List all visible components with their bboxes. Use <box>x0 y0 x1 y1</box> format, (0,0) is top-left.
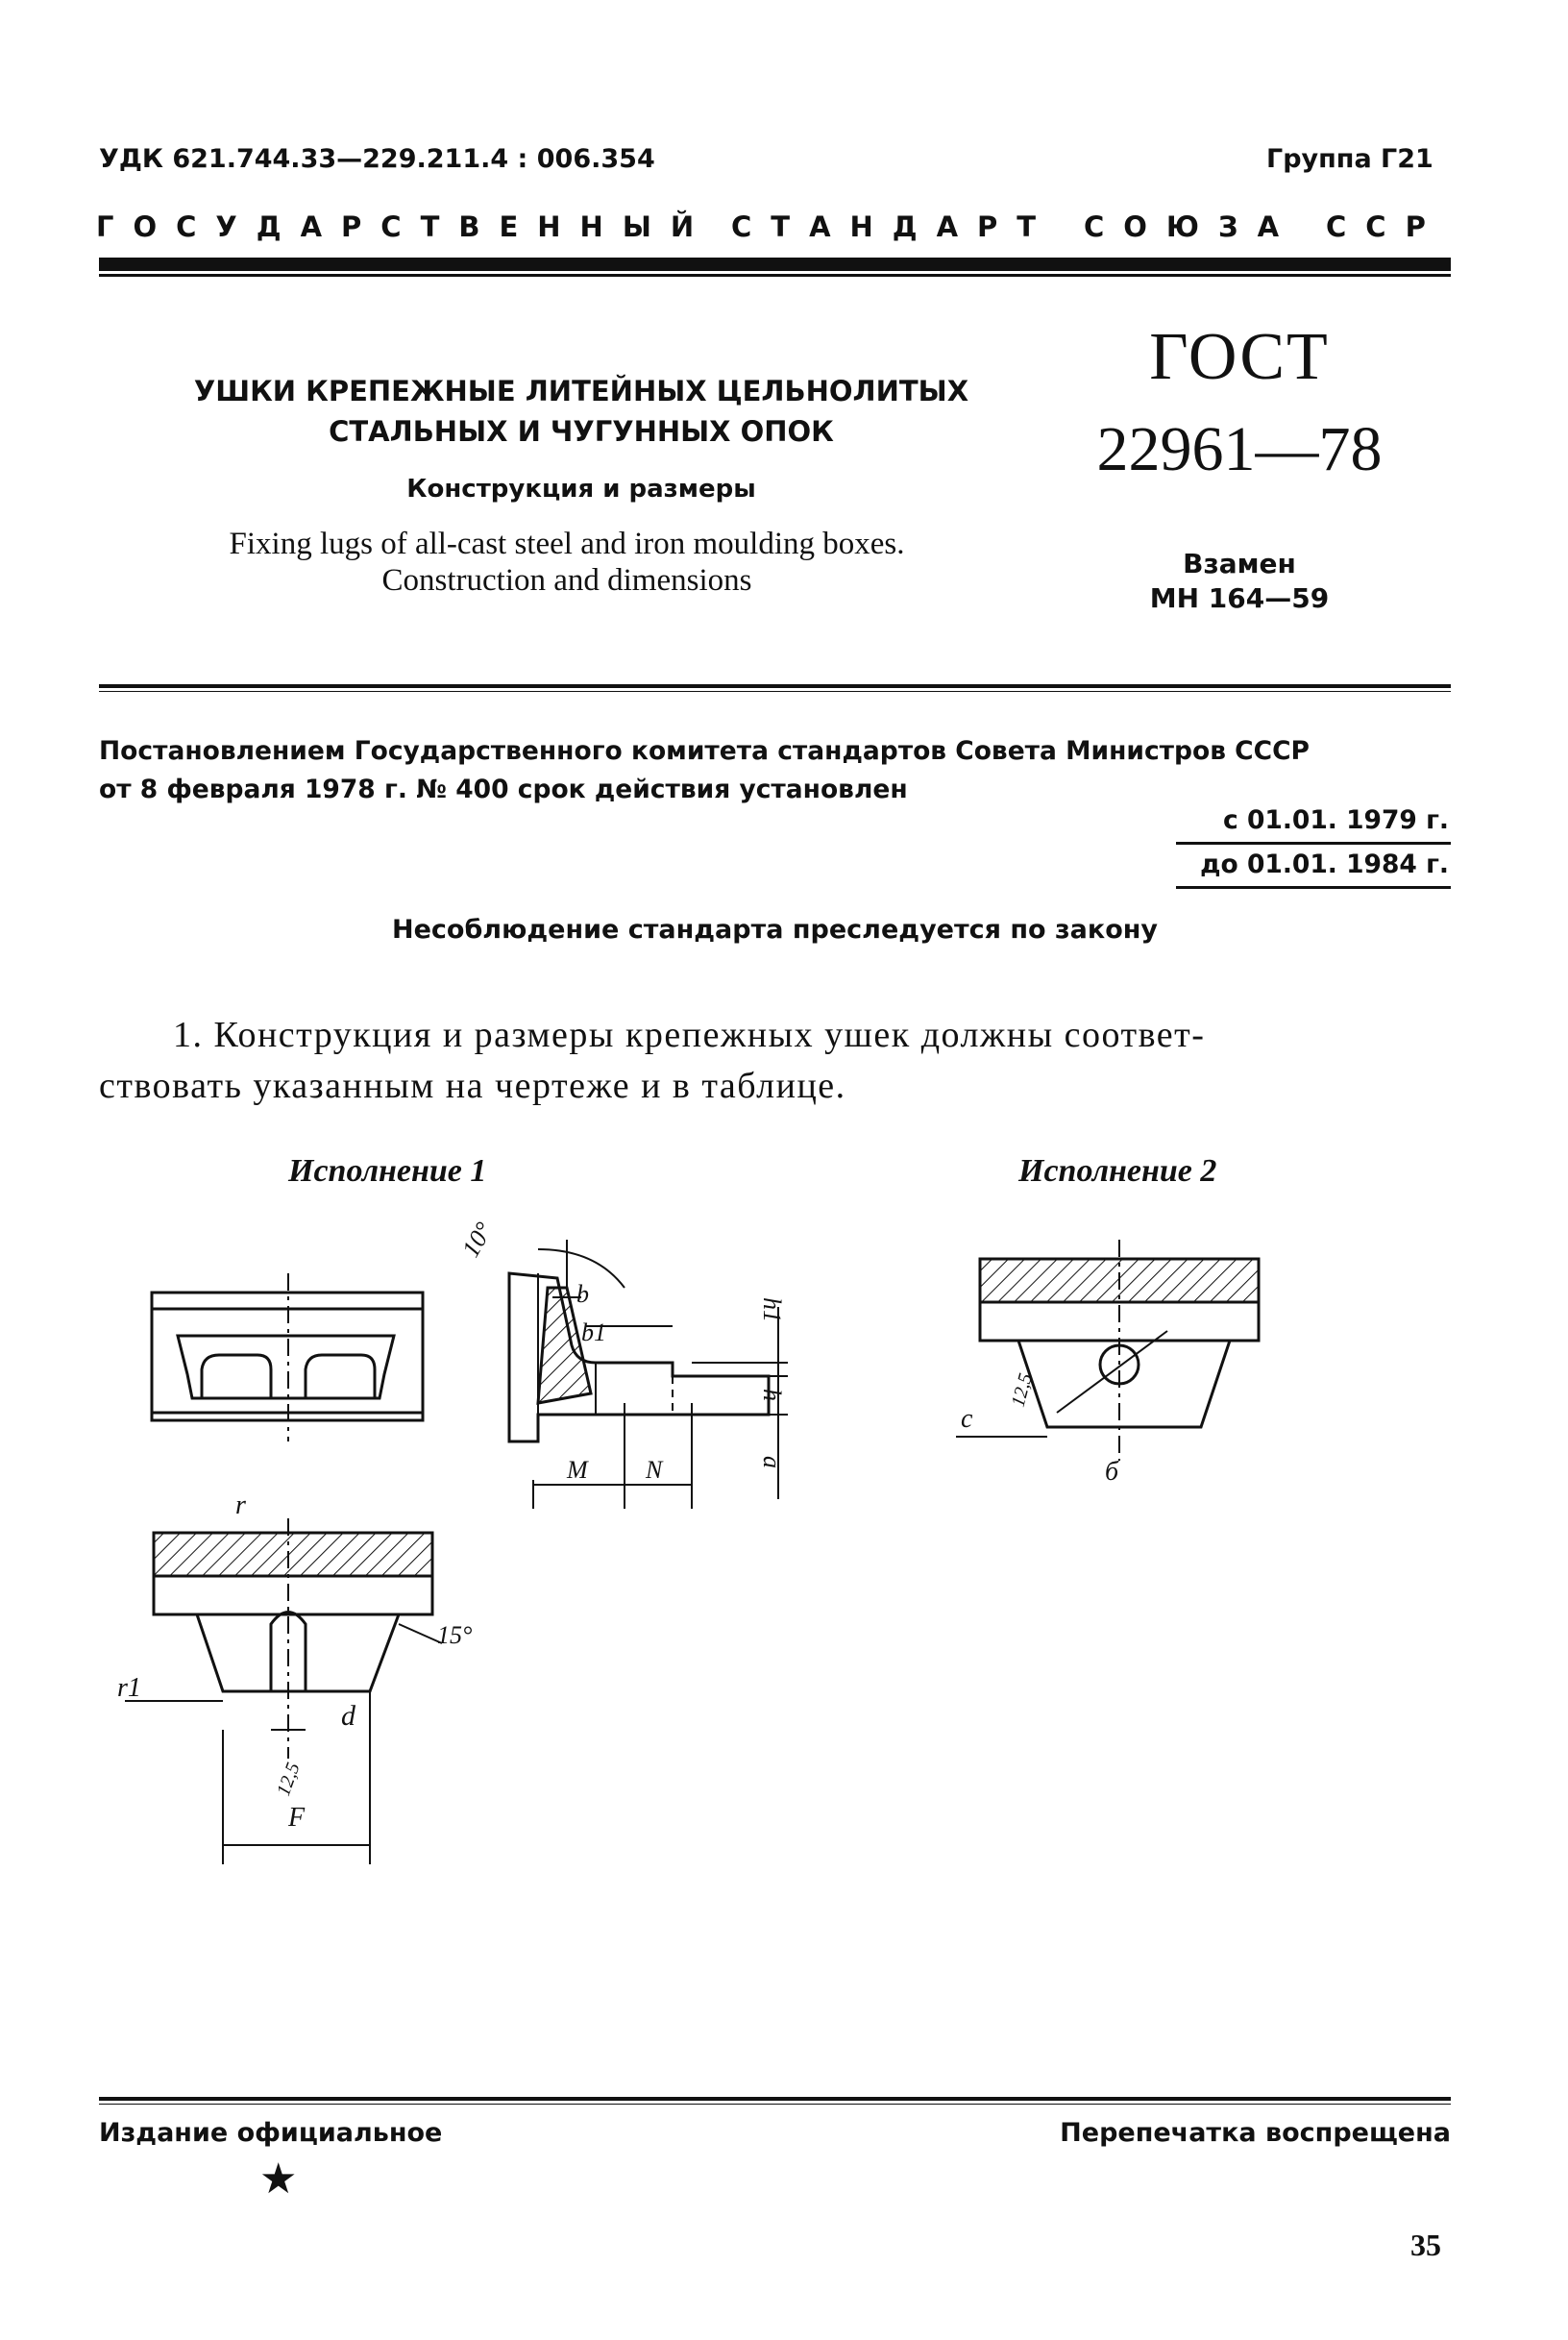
label-b: b <box>576 1280 589 1308</box>
udk-code: УДК 621.744.33—229.211.4 : 006.354 <box>99 144 655 174</box>
clause-1-line2: ствовать указанным на чертеже и в таблице. <box>99 1066 846 1106</box>
replaces-label: Взамен <box>1183 548 1296 579</box>
label-r: r <box>235 1490 246 1520</box>
star-icon: ★ <box>259 2155 298 2204</box>
page-number: 35 <box>1410 2228 1441 2262</box>
caption-version-2: Исполнение 2 <box>1018 1153 1217 1189</box>
footer-rule-thin <box>99 2104 1451 2105</box>
group-label: Группа Г21 <box>1266 144 1433 174</box>
v1-front-view <box>152 1273 423 1441</box>
banner-word-state: ГОСУДАРСТВЕННЫЙ <box>96 210 714 243</box>
replaces-value: МН 164—59 <box>1149 582 1330 614</box>
label-roughness: 12,5 <box>273 1760 305 1799</box>
label-angle-15: 15° <box>437 1621 473 1649</box>
legal-notice: Несоблюдение стандарта преследуется по закону <box>391 915 1159 945</box>
title-en-line1: Fixing lugs of all-cast steel and iron moulding boxes. <box>229 527 905 561</box>
decree-line2: от 8 февраля 1978 г. № 400 срок действия установлен <box>99 775 908 804</box>
clause-1-line1: 1. Конструкция и размеры крепежных ушек должны соответ- <box>173 1015 1206 1055</box>
footer-rule <box>99 2097 1451 2101</box>
label-F: F <box>288 1803 306 1833</box>
label-h: h <box>758 1389 786 1401</box>
caption-version-1: Исполнение 1 <box>288 1153 487 1189</box>
validity-from: с 01.01. 1979 г. <box>1223 805 1449 835</box>
label-roughness-2: 12,5 <box>1007 1370 1037 1410</box>
gost-label: ГОСТ <box>1149 320 1330 394</box>
v2-view <box>956 1240 1259 1461</box>
banner-word-union: СОЮЗА <box>1084 210 1299 243</box>
edition-label: Издание официальное <box>99 2118 443 2148</box>
title-ru-line1: УШКИ КРЕПЕЖНЫЕ ЛИТЕЙНЫХ ЦЕЛЬНОЛИТЫХ <box>193 375 969 407</box>
validity-to: до 01.01. 1984 г. <box>1200 850 1449 879</box>
label-angle-10: 10° <box>456 1217 499 1262</box>
title-ru-subtitle: Конструкция и размеры <box>406 475 756 504</box>
title-ru-line2: СТАЛЬНЫХ И ЧУГУННЫХ ОПОК <box>329 415 834 448</box>
title-en-line2: Construction and dimensions <box>381 563 752 598</box>
label-b1: b1 <box>581 1318 606 1346</box>
banner-word-standard: СТАНДАРТ <box>731 210 1056 243</box>
label-N: N <box>646 1456 663 1484</box>
reprint-notice: Перепечатка воспрещена <box>1060 2118 1451 2148</box>
label-h1: h1 <box>758 1297 786 1322</box>
label-d: d <box>341 1700 355 1732</box>
label-M: M <box>567 1456 588 1484</box>
label-r1: r1 <box>117 1673 141 1703</box>
v1-bottom-view <box>125 1518 442 1864</box>
gost-number: 22961—78 <box>1096 414 1383 484</box>
banner-word-ussr: ССР <box>1326 210 1445 243</box>
label-a: a <box>758 1456 786 1468</box>
label-c: c <box>961 1404 973 1434</box>
label-delta: б <box>1105 1457 1119 1487</box>
decree-line1: Постановлением Государственного комитета стандартов Совета Министров СССР <box>99 736 1310 766</box>
